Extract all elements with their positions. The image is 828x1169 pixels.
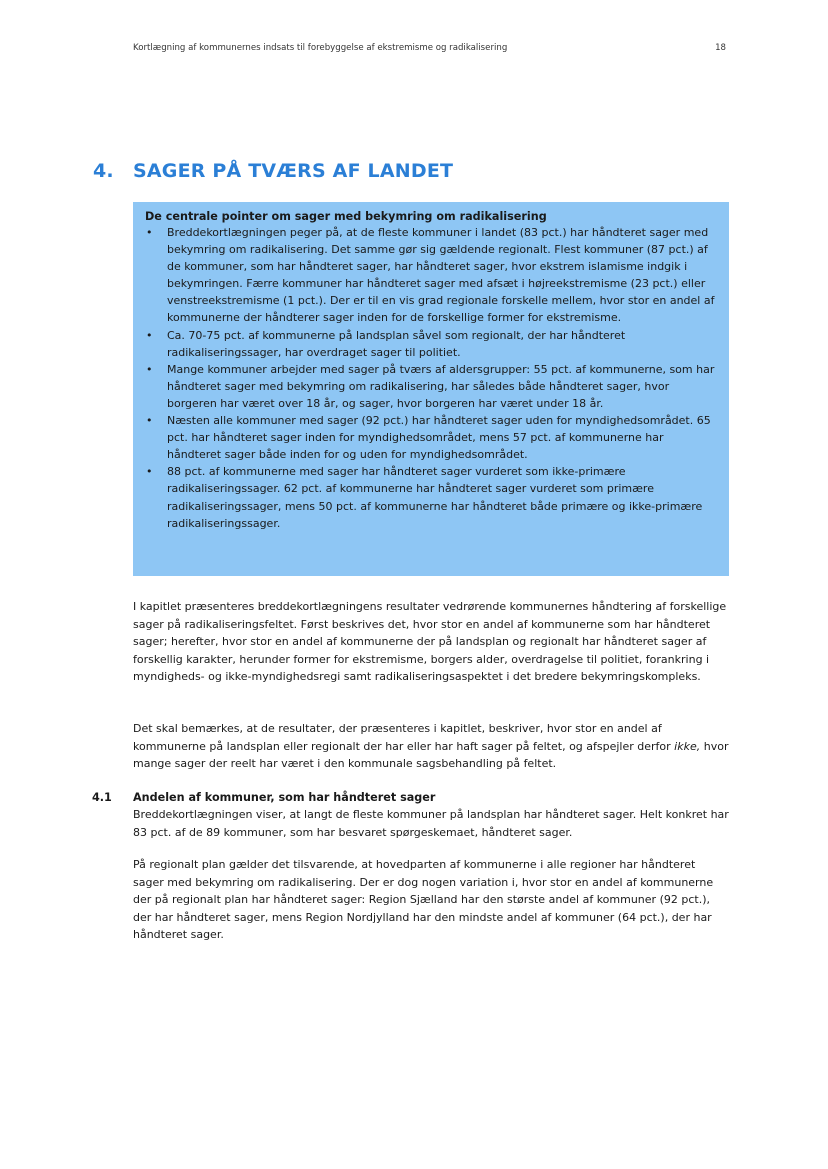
- section-paragraph-2-text: På regionalt plan gælder det tilsvarende, at hovedparten af kommunerne i alle regioner har håndteret sager med bekymring om radikalisering. Der er dog nogen variation i, hvor stor en andel af kommunerne der på regionalt plan har håndteret sager: Region Sjælland har den største andel af kommuner (92 pct.), der har håndteret sager, mens Region Nordjylland har den mindste andel af kommuner (64 pct.), der har håndteret sager.: [133, 858, 714, 942]
- key-points-box: [133, 202, 729, 576]
- intro-paragraph-2-part: Det skal bemærkes, at de resultater, der præsenteres i kapitlet, beskriver, hvor stor en andel af kommunerne på landsplan eller regionalt der har eller har haft sager på feltet, og afspejler derfor: [133, 722, 675, 753]
- section-paragraph-2: [133, 856, 729, 944]
- intro-paragraph-1: [133, 598, 729, 686]
- running-title: Kortlægning af kommunernes indsats til forebyggelse af ekstremisme og radikalisering: [133, 43, 508, 53]
- key-point-item: • Næsten alle kommuner med sager (92 pct.) har håndteret sager uden for myndighedsområdet. 65 pct. har håndteret sager inden for myndighedsområdet, mens 57 pct. af kommunerne har håndteret sager både inden for og uden for myndighedsområdet.: [145, 412, 715, 463]
- section-paragraph-1-text: Breddekortlægningen viser, at langt de fleste kommuner på landsplan har håndteret sager. Helt konkret har 83 pct. af de 89 kommuner, som har besvaret spørgeskemaet, håndteret sager.: [133, 808, 729, 839]
- section-paragraph-1: [133, 806, 729, 841]
- intro-paragraph-2-text: [133, 720, 729, 773]
- key-point-item: • Ca. 70-75 pct. af kommunerne på landsplan såvel som regionalt, der har håndteret radikaliseringssager, har overdraget sager til politiet.: [145, 327, 715, 361]
- section-number: 4.1: [92, 791, 112, 804]
- chapter-number: 4.: [93, 160, 114, 182]
- chapter-title: SAGER PÅ TVÆRS AF LANDET: [133, 160, 454, 182]
- key-point-item: • 88 pct. af kommunerne med sager har håndteret sager vurderet som ikke-primære radikaliseringssager. 62 pct. af kommunerne har håndteret sager vurderet som primære radikaliseringssager, mens 50 pct. af kommunerne har håndteret både primære og ikke-primære radikaliseringssager.: [145, 463, 715, 531]
- key-points-heading: De centrale pointer om sager med bekymring om radikalisering: [145, 210, 547, 223]
- running-header: [133, 43, 726, 53]
- intro-paragraph-2-part: hvor mange sager der reelt har været i den kommunale sagsbehandling på feltet.: [133, 739, 729, 771]
- section-heading: [92, 789, 732, 806]
- key-point-item: • Mange kommuner arbejder med sager på tværs af aldersgrupper: 55 pct. af kommunerne, som har håndteret sager med bekymring om radikalisering, har således både håndteret sager, hvor borgeren har været over 18 år, og sager, hvor borgeren har været under 18 år.: [145, 361, 715, 412]
- chapter-heading: [93, 160, 453, 182]
- section-title: Andelen af kommuner, som har håndteret sager: [133, 791, 436, 804]
- intro-paragraph-1-text: I kapitlet præsenteres breddekortlægningens resultater vedrørende kommunernes håndtering af forskellige sager på radikaliseringsfeltet. Først beskrives det, hvor stor en andel af kommunerne som har håndteret sager; herefter, hvor stor en andel af kommunerne der på landsplan og regionalt har håndteret sager af forskellig karakter, herunder former for ekstremisme, borgers alder, overdragelse til politiet, forankring i myndigheds- og ikke-myndighedsregi samt radikaliseringsaspektet i det bredere bekymringskompleks.: [133, 600, 727, 684]
- key-point-item: • Breddekortlægningen peger på, at de fleste kommuner i landet (83 pct.) har håndteret sager med bekymring om radikalisering. Det samme gør sig gældende regionalt. Flest kommuner (87 pct.) af de kommuner, som har håndteret sager, har håndteret sager, hvor ekstrem islamisme indgik i bekymringen. Færre kommuner har håndteret sager med afsæt i højreekstremisme (23 pct.) eller venstreekstremisme (1 pct.). Der er til en vis grad regionale forskelle mellem, hvor stor en andel af kommunerne der håndterer sager inden for de forskellige former for ekstremisme.: [145, 224, 715, 327]
- page-number: 18: [715, 43, 726, 53]
- key-points-list: [145, 224, 715, 532]
- intro-paragraph-2: [133, 720, 729, 773]
- intro-paragraph-2-emphasis: ikke,: [674, 739, 701, 753]
